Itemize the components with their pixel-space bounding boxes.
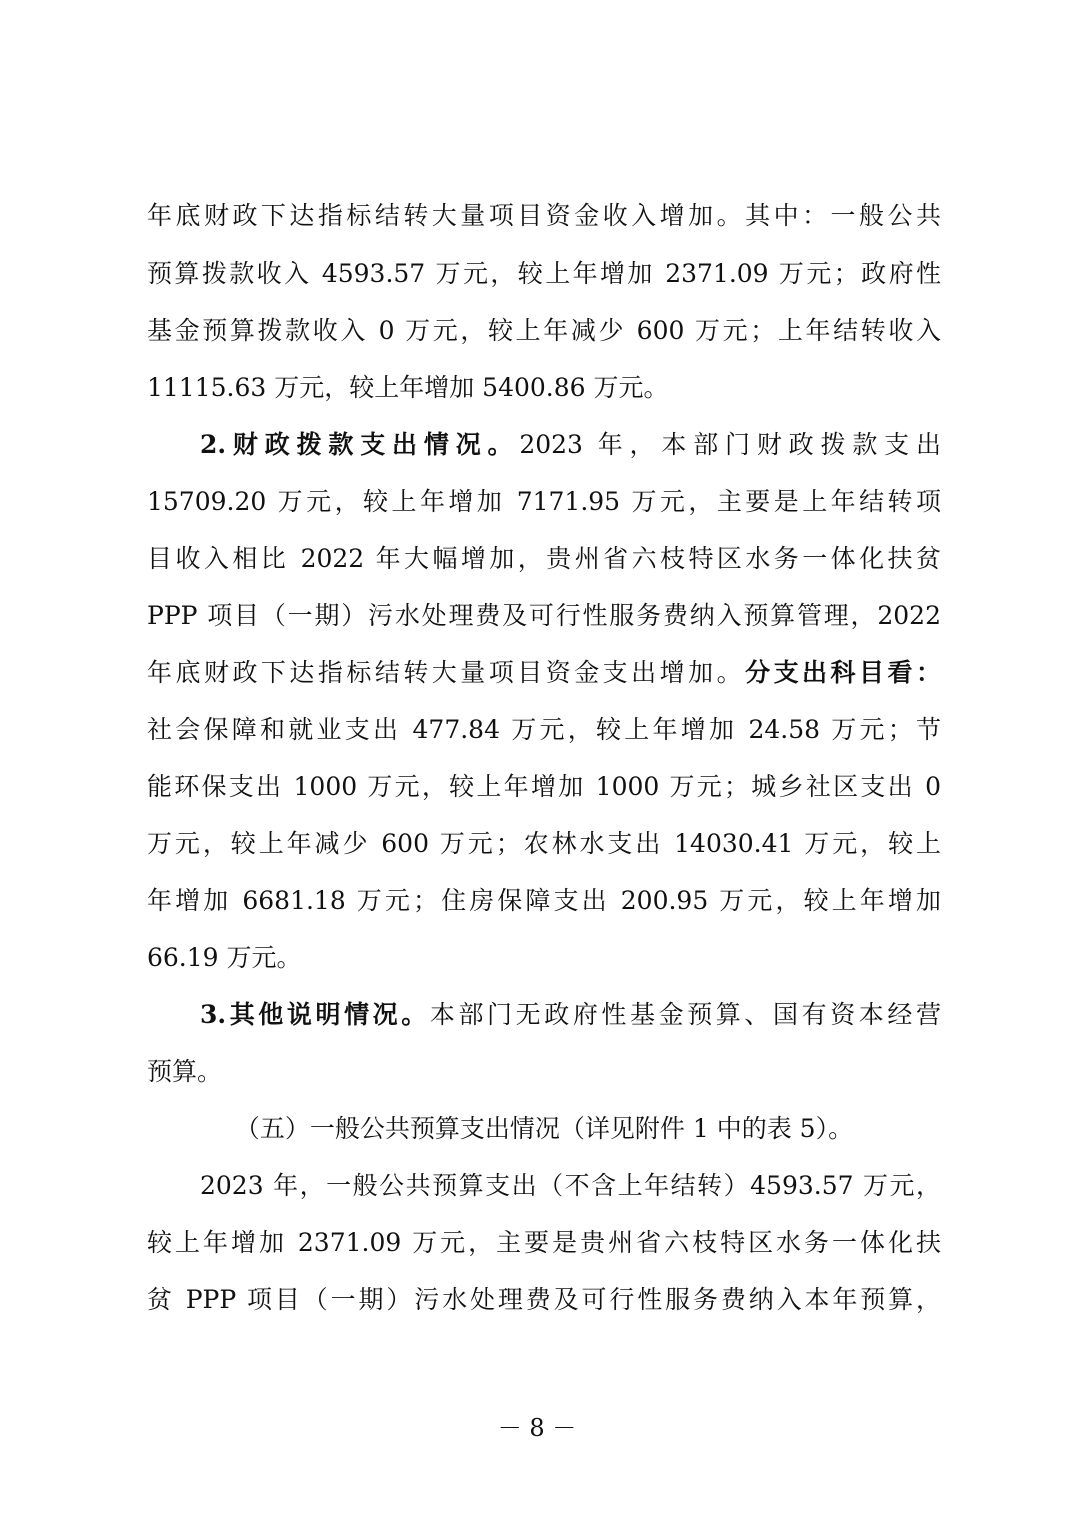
- paragraph-line: PPP 项目（一期）污水处理费及可行性服务费纳入预算管理，2022: [147, 601, 941, 630]
- paragraph-line: 66.19 万元。: [147, 943, 302, 972]
- paragraph-line: 较上年增加 2371.09 万元，主要是贵州省六枝特区水务一体化扶: [147, 1228, 941, 1257]
- bold-phrase: 分支出科目看：: [745, 658, 941, 687]
- section-heading-2: 2.财政拨款支出情况。: [200, 430, 520, 459]
- paragraph-text: 2023 年，本部门财政拨款支出: [519, 430, 941, 459]
- paragraph-line: 目收入相比 2022 年大幅增加，贵州省六枝特区水务一体化扶贫: [147, 544, 941, 573]
- paragraph-text: 本部门无政府性基金预算、国有资本经营: [429, 1000, 941, 1029]
- paragraph-line: 社会保障和就业支出 477.84 万元，较上年增加 24.58 万元；节: [147, 715, 941, 744]
- paragraph-line: 能环保支出 1000 万元，较上年增加 1000 万元；城乡社区支出 0: [147, 772, 941, 801]
- paragraph-line: 预算。: [147, 1057, 223, 1086]
- paragraph-line: 年增加 6681.18 万元；住房保障支出 200.95 万元，较上年增加: [147, 886, 941, 915]
- paragraph-line: 贫 PPP 项目（一期）污水处理费及可行性服务费纳入本年预算，: [147, 1285, 941, 1314]
- paragraph-line: [200, 997, 941, 1033]
- page-number: － 8 －: [497, 1414, 577, 1442]
- paragraph-line: 2023 年，一般公共预算支出（不含上年结转）4593.57 万元，: [200, 1171, 941, 1200]
- paragraph-line: 万元，较上年减少 600 万元；农林水支出 14030.41 万元，较上: [147, 829, 941, 858]
- paragraph-line: 年底财政下达指标结转大量项目资金收入增加。其中：一般公共: [147, 201, 941, 230]
- paragraph-line: 预算拨款收入 4593.57 万元，较上年增加 2371.09 万元；政府性: [147, 259, 941, 288]
- paragraph-line: [200, 427, 941, 463]
- paragraph-text: 年底财政下达指标结转大量项目资金支出增加。: [147, 658, 746, 687]
- section-title: （五）一般公共预算支出情况（详见附件 1 中的表 5）。: [234, 1114, 854, 1143]
- paragraph-line: 11115.63 万元，较上年增加 5400.86 万元。: [147, 373, 669, 402]
- paragraph-line: 15709.20 万元，较上年增加 7171.95 万元，主要是上年结转项: [147, 487, 941, 516]
- paragraph-line: [147, 655, 941, 691]
- paragraph-line: 基金预算拨款收入 0 万元，较上年减少 600 万元；上年结转收入: [147, 316, 941, 345]
- section-heading-3: 3.其他说明情况。: [200, 1000, 430, 1029]
